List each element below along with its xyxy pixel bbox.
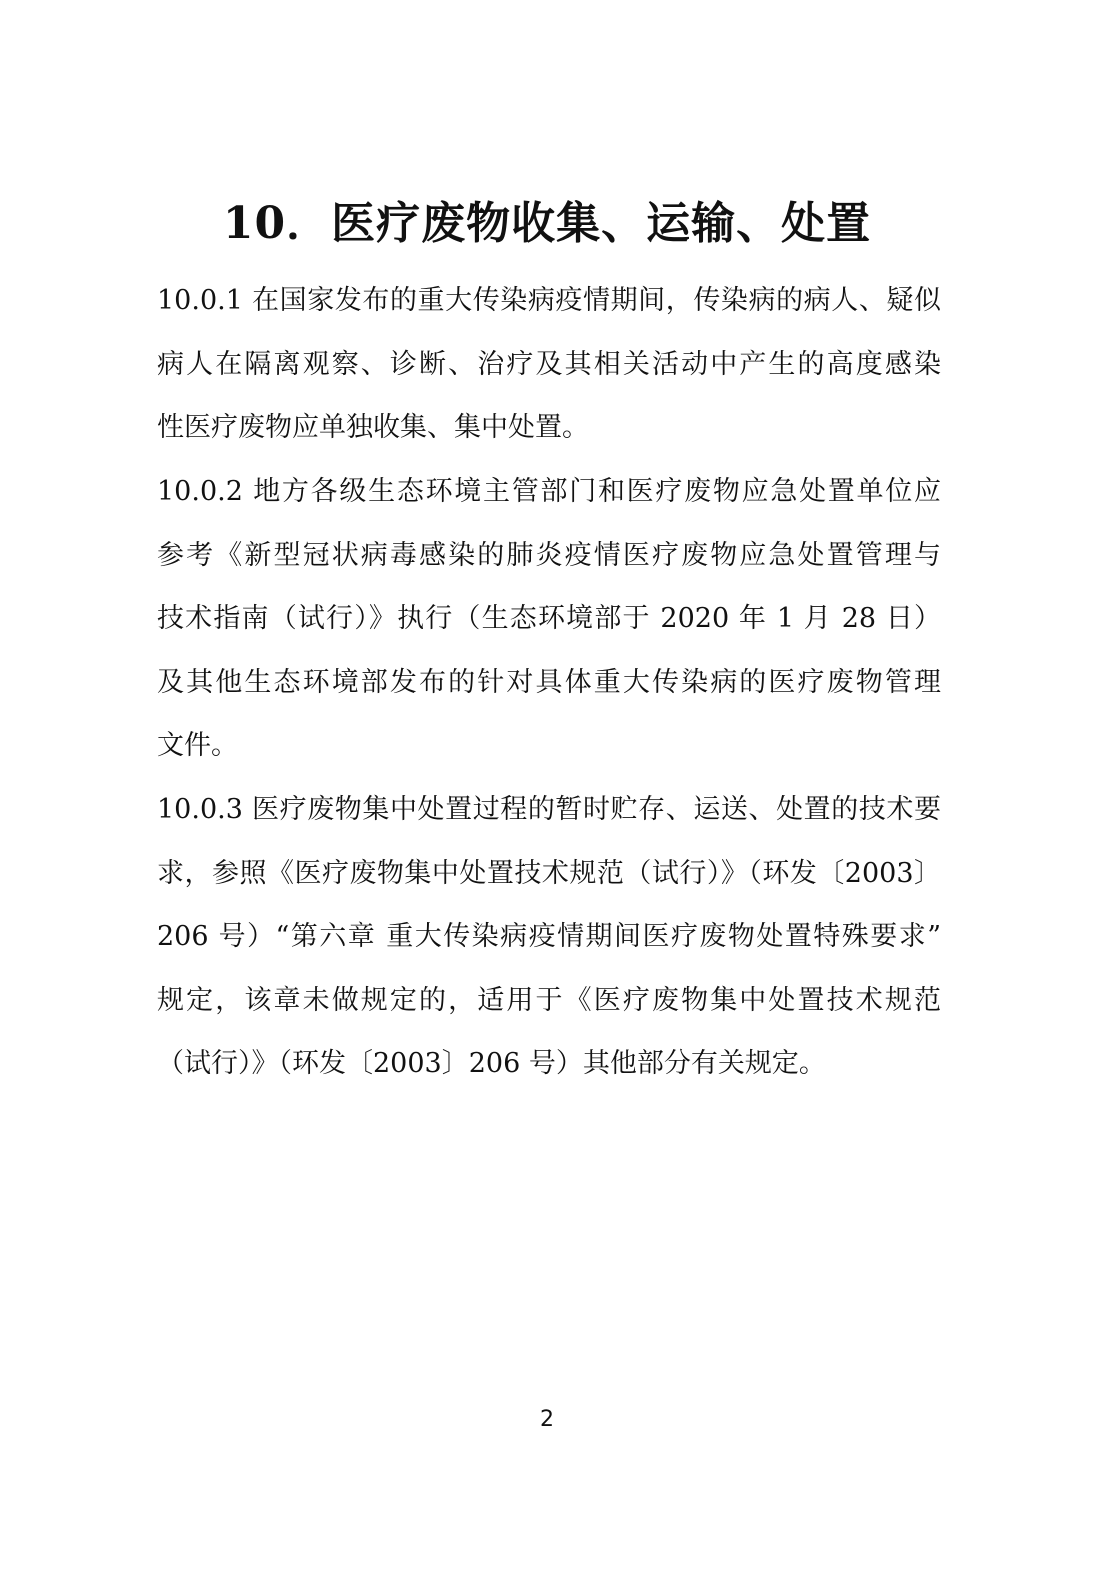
paragraph-line: 参考《新型冠状病毒感染的肺炎疫情医疗废物应急处置管理与	[157, 540, 941, 571]
paragraph-line: 病人在隔离观察、诊断、治疗及其相关活动中产生的高度感染	[157, 349, 941, 380]
paragraph-line: 10.0.2 地方各级生态环境主管部门和医疗废物应急处置单位应	[157, 476, 941, 507]
paragraph-line: 206 号）“第六章 重大传染病疫情期间医疗废物处置特殊要求”	[157, 921, 941, 952]
paragraph-line: 10.0.1 在国家发布的重大传染病疫情期间，传染病的病人、疑似	[157, 285, 941, 316]
paragraph-line: 技术指南（试行）》执行（生态环境部于 2020 年 1 月 28 日）	[157, 603, 941, 634]
paragraph-line: 求，参照《医疗废物集中处置技术规范（试行）》（环发〔2003〕	[157, 858, 941, 889]
paragraph-line: 文件。	[157, 730, 238, 761]
paragraph-line: 及其他生态环境部发布的针对具体重大传染病的医疗废物管理	[157, 667, 941, 698]
section-heading: 10．医疗废物收集、运输、处置	[222, 198, 872, 249]
paragraph-line: 10.0.3 医疗废物集中处置过程的暂时贮存、运送、处置的技术要	[157, 794, 941, 825]
page-number: 2	[540, 1407, 554, 1432]
paragraph-line: 规定，该章未做规定的，适用于《医疗废物集中处置技术规范	[157, 985, 941, 1016]
paragraph-line: （试行）》（环发〔2003〕206 号）其他部分有关规定。	[157, 1048, 826, 1079]
paragraph-line: 性医疗废物应单独收集、集中处置。	[157, 412, 589, 443]
